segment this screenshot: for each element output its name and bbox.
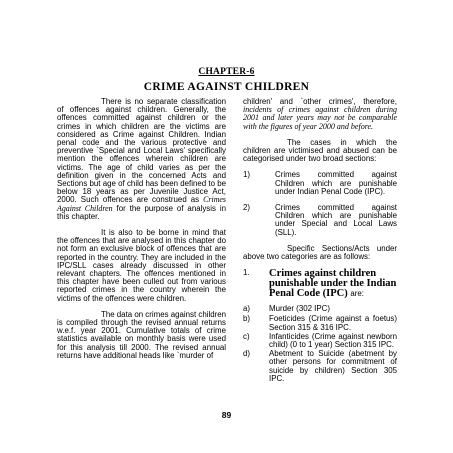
list-item-letter: d)	[243, 349, 251, 359]
chapter-heading: CHAPTER-6	[198, 67, 255, 77]
list-item-letter: a)	[243, 304, 251, 314]
list-item-text: Foeticides (Crime against a foetus) Section 315 & 316 IPC.	[269, 314, 397, 332]
left-column	[57, 98, 226, 368]
list-item	[243, 305, 397, 313]
ipc-heading-tail: are:	[350, 289, 364, 299]
list-item-letter: c)	[243, 331, 250, 341]
list-item	[243, 204, 397, 237]
ipc-heading	[243, 269, 397, 299]
right-column	[243, 98, 397, 383]
list-item	[243, 333, 397, 349]
list-item-number: 2)	[243, 203, 251, 213]
list-item-text: Abetment to Suicide (abetment by other persons for commitment of suicide by children) Section 305 IPC.	[269, 349, 397, 383]
left-paragraph-1	[57, 98, 226, 221]
left-paragraph-1-italic: Crimes Against Children	[57, 195, 226, 213]
ipc-items-list	[243, 305, 397, 383]
ipc-heading-number: 1.	[243, 268, 250, 278]
left-paragraph-1-part-b: for the purpose of analysis in this chapter.	[57, 203, 226, 221]
left-paragraph-2: It is also to be borne in mind that the offences that are analysed in this chapter do not form an exclusive block of offences that are reported in the country. They are included in the IPC/SLL cases already discussed in other relevant chapters. The offences mentioned in this chapter have been culled out from various reported crimes in the country wherein the victims of the offences were children.	[57, 228, 226, 303]
ipc-heading-bold: Crimes against children punishable under the Indian Penal Code (IPC)	[269, 268, 397, 300]
right-paragraph-3: Specific Sections/Acts under above two categories are as follows:	[243, 243, 397, 262]
list-item-text: Crimes committed against Children which are punishable under Special and Local Laws (SLL).	[275, 203, 397, 237]
list-item-letter: b)	[243, 314, 251, 324]
sections-list	[243, 171, 397, 236]
list-item	[243, 171, 397, 196]
list-item-text: Crimes committed against Children which are punishable under Indian Penal Code (IPC).	[275, 170, 397, 196]
list-item-text: Infanticides (Crime against newborn child) (0 to 1 year) Section 315 IPC.	[269, 331, 397, 350]
left-paragraph-3: The data on crimes against children is compiled through the revised annual returns w.e.f. year 2001. Cumulative totals of crime statistics available on monthly basis were used for this analysis till 2000. The revised annual returns have additional heads like `murder of	[57, 309, 227, 360]
list-item	[243, 315, 397, 331]
right-paragraph-2: The cases in which the children are victimised and abused can be categorised under two broad sections:	[243, 137, 397, 164]
list-item-text: Murder (302 IPC)	[269, 304, 330, 314]
chapter-title: CRIME AGAINST CHILDREN	[143, 81, 310, 93]
right-paragraph-1	[243, 98, 397, 131]
left-paragraph-1-part-a: There is no separate classification of offences against children. Generally, the offences committed against children or the crimes in which children are the victims are considered as Crime against Children. Indian penal code and the various protective and preventive `Special and Local Laws' specifically mention the offences wherein children are victims. The age of child varies as per the definition given in the concerned Acts and Sections but age of child has been defined to be below 18 years as per Juvenile Justice Act, 2000. Such offences are construed as	[57, 97, 226, 205]
list-item-number: 1)	[243, 170, 251, 180]
right-paragraph-1-start: children' and `other crimes', therefore,	[243, 97, 397, 106]
page-number: 89	[221, 410, 232, 420]
list-item	[243, 350, 397, 383]
ipc-heading-text	[269, 269, 397, 299]
right-paragraph-1-italic: incidents of crimes against children during 2001 and later years may not be comparable with the figures of year 2000 and before.	[243, 105, 397, 131]
